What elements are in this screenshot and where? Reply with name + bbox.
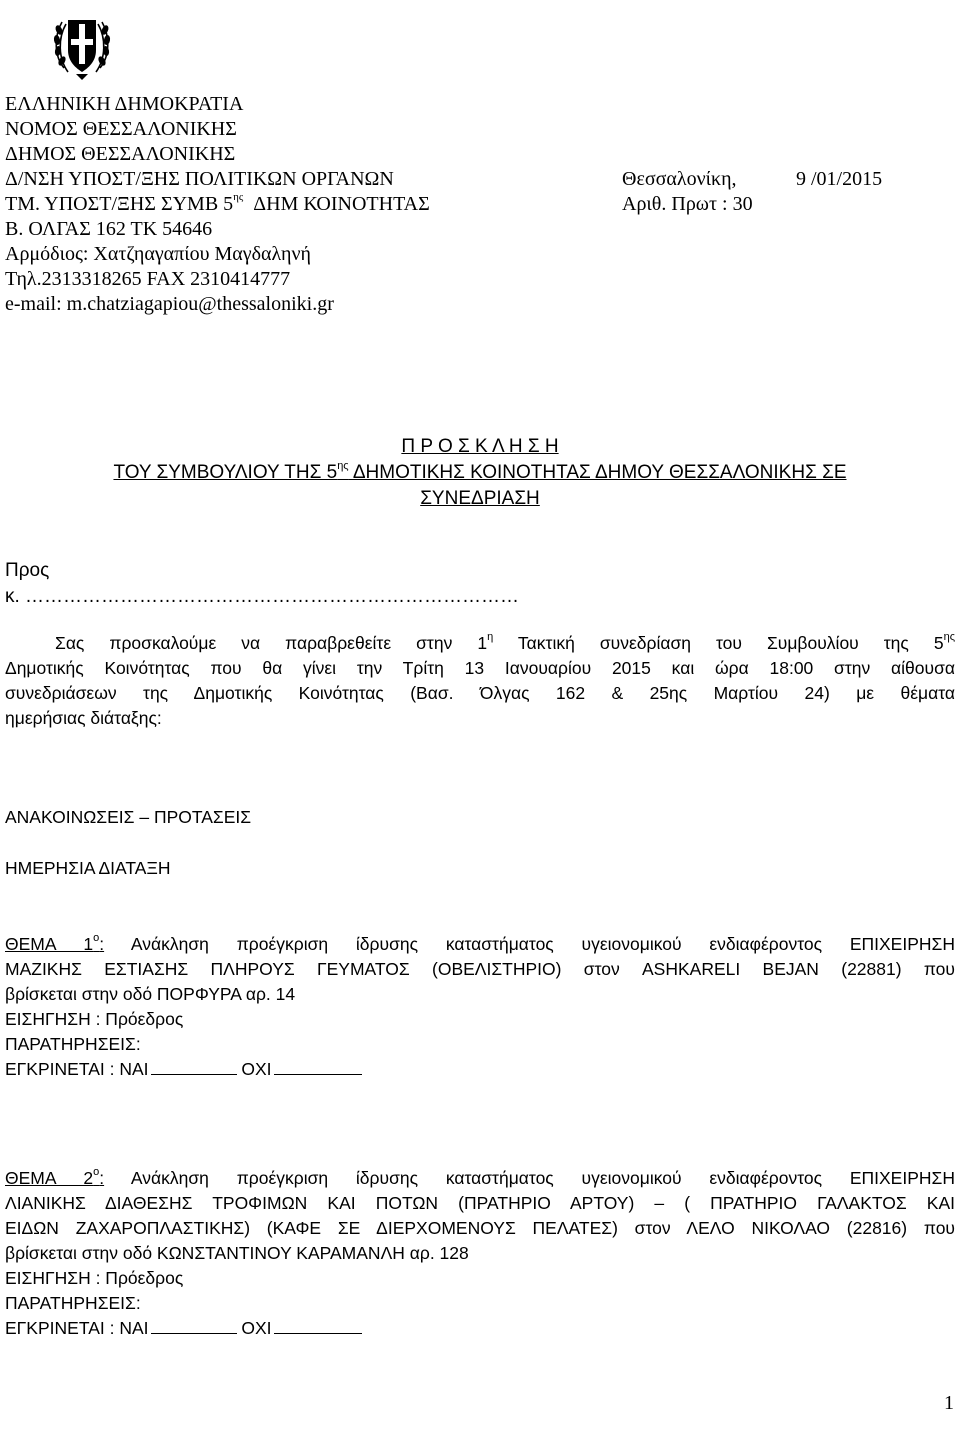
invitation-paragraph [5, 631, 955, 731]
header-date: 9 /01/2015 [796, 168, 883, 190]
recipient-to: Προς [5, 560, 50, 581]
agenda-item-1-proposal: ΕΙΣΗΓΗΣΗ : Πρόεδρος [5, 1009, 184, 1029]
agenda-item-2-line-4: βρίσκεται στην οδό ΚΩΝΣΤΑΝΤΙΝΟΥ ΚΑΡΑΜΑΝΛΗ αρ. 128 [5, 1243, 469, 1263]
agenda-item-2 [5, 1166, 955, 1341]
agenda-item-1 [5, 932, 955, 1082]
header-line-officer: Αρμόδιος: Χατζηαγαπίου Μαγδαληνή [5, 243, 312, 265]
agenda-item-2-proposal: ΕΙΣΗΓΗΣΗ : Πρόεδρος [5, 1268, 184, 1288]
invitation-line-1: Σας προσκαλούμε να παραβρεθείτε στην $1^\eta$ Τακτική συνεδρίαση του Συμβουλίου της $5^{\eta\varsigma}$ [55, 631, 955, 653]
header-line-municipality: ΔΗΜΟΣ ΘΕΣΣΑΛΟΝΙΚΗΣ [5, 143, 236, 165]
agenda-item-1-remarks: ΠΑΡΑΤΗΡΗΣΕΙΣ: [5, 1034, 141, 1054]
no-blank-line [274, 1060, 362, 1075]
agenda-item-2-approval: ΕΓΚΡΙΝΕΤΑΙ : ΝΑΙ ΟΧΙ [5, 1316, 955, 1341]
page-number: 1 [944, 1392, 954, 1414]
header-line-directorate: Δ/ΝΣΗ ΥΠΟΣΤ/ΞΗΣ ΠΟΛΙΤΙΚΩΝ ΟΡΓΑΝΩΝ [5, 168, 394, 190]
yes-blank-line [151, 1060, 237, 1075]
agenda-item-2-label: ΘΕΜΑ $2^o$: [5, 1166, 105, 1188]
document-title: Π Ρ Ο Σ Κ Λ Η Σ Η [401, 436, 559, 457]
agenda-item-1-line-2: ΜΑΖΙΚΗΣ ΕΣΤΙΑΣΗΣ ΠΛΗΡΟΥΣ ΓΕΥΜΑΤΟΣ (ΟΒΕΛΙΣΤΗΡΙΟ) στον ASHKARELI BEJAN (22881) που [5, 959, 955, 979]
header-protocol-number: Αριθ. Πρωτ : 30 [622, 193, 753, 215]
header-line-department: ΤΜ. ΥΠΟΣΤ/ΞΗΣ ΣΥΜΒ $5^{\eta\varsigma}$ ΔΗΜ ΚΟΙΝΟΤΗΤΑΣ [5, 191, 430, 215]
hellenic-republic-emblem [50, 6, 114, 86]
invitation-line-2: Δημοτικής Κοινότητας που θα γίνει την Τρίτη 13 Ιανουαρίου 2015 και ώρα 18:00 στην αίθουσα [5, 658, 955, 678]
no-blank-line [274, 1319, 362, 1334]
agenda-item-2-line-1: ΘΕΜΑ $2^o$: Ανάκληση προέγκριση ίδρυσης καταστήματος υγειονομικού ενδιαφέροντος ΕΠΙΧΕΙΡΗΣΗ [5, 1166, 955, 1188]
header-city: Θεσσαλονίκη, [622, 168, 737, 190]
recipient-name-dotted-line: κ. …………………………………………………………………… [5, 586, 520, 607]
invitation-line-3: συνεδριάσεων της Δημοτικής Κοινότητας (Βασ. Όλγας 162 & 25ης Μαρτίου 24) με θέματα [5, 683, 955, 703]
header-line-republic: ΕΛΛΗΝΙΚΗ ΔΗΜΟΚΡΑΤΙΑ [5, 93, 244, 115]
header-line-phone-fax: Τηλ.2313318265 FAX 2310414777 [5, 268, 291, 290]
agenda-item-1-line-3: βρίσκεται στην οδό ΠΟΡΦΥΡΑ αρ. 14 [5, 984, 296, 1004]
header-line-address: Β. ΟΛΓΑΣ 162 ΤΚ 54646 [5, 218, 213, 240]
announcements-heading: ΑΝΑΚΟΙΝΩΣΕΙΣ – ΠΡΟΤΑΣΕΙΣ [5, 807, 252, 827]
header-line-email: e-mail: m.chatziagapiou@thessaloniki.gr [5, 293, 334, 315]
yes-blank-line [151, 1319, 237, 1334]
agenda-heading: ΗΜΕΡΗΣΙΑ ΔΙΑΤΑΞΗ [5, 858, 171, 878]
agenda-item-1-line-1: ΘΕΜΑ $1^o$: Ανάκληση προέγκριση ίδρυσης καταστήματος υγειονομικού ενδιαφέροντος ΕΠΙΧΕΙΡΗΣΗ [5, 932, 955, 954]
agenda-item-2-line-3: ΕΙΔΩΝ ΖΑΧΑΡΟΠΛΑΣΤΙΚΗΣ) (ΚΑΦΕ ΣΕ ΔΙΕΡΧΟΜΕΝΟΥΣ ΠΕΛΑΤΕΣ) στον ΛΕΛΟ ΝΙΚΟΛΑΟ (22816) που [5, 1218, 955, 1238]
agenda-item-2-remarks: ΠΑΡΑΤΗΡΗΣΕΙΣ: [5, 1293, 141, 1313]
header-line-prefecture: ΝΟΜΟΣ ΘΕΣΣΑΛΟΝΙΚΗΣ [5, 118, 237, 140]
document-subtitle: ΤΟΥ ΣΥΜΒΟΥΛΙΟΥ ΤΗΣ $5^{\eta\varsigma}$ ΔΗΜΟΤΙΚΗΣ ΚΟΙΝΟΤΗΤΑΣ ΔΗΜΟΥ ΘΕΣΣΑΛΟΝΙΚΗΣ ΣΕ [113, 459, 847, 483]
invitation-line-4: ημερήσιας διάταξης: [5, 708, 162, 728]
agenda-item-1-label: ΘΕΜΑ $1^o$: [5, 932, 105, 954]
document-subtitle-continued: ΣΥΝΕΔΡΙΑΣΗ [420, 488, 540, 509]
agenda-item-1-approval: ΕΓΚΡΙΝΕΤΑΙ : ΝΑΙ ΟΧΙ [5, 1057, 955, 1082]
agenda-item-2-line-2: ΛΙΑΝΙΚΗΣ ΔΙΑΘΕΣΗΣ ΤΡΟΦΙΜΩΝ ΚΑΙ ΠΟΤΩΝ (ΠΡΑΤΗΡΙΟ ΑΡΤΟΥ) – ( ΠΡΑΤΗΡΙΟ ΓΑΛΑΚΤΟΣ ΚΑΙ [5, 1193, 955, 1213]
